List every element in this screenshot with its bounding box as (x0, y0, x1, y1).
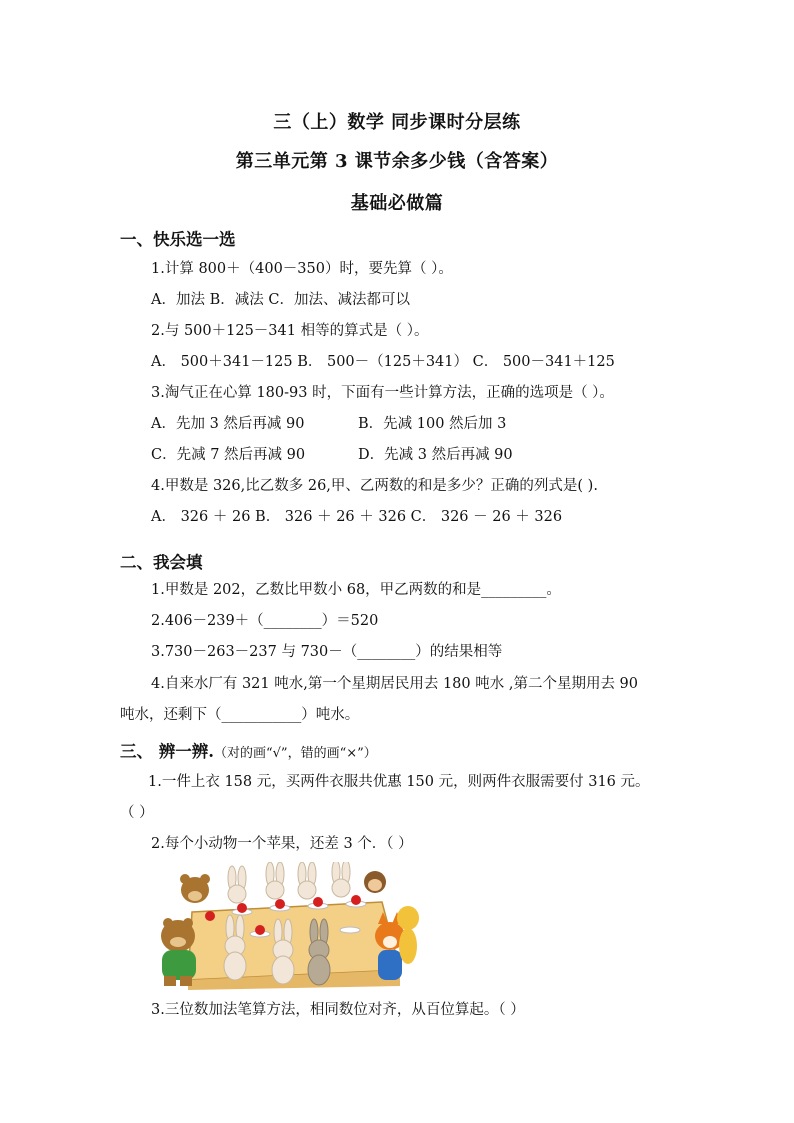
question-1-1-options: A．加法 B．减法 C．加法、减法都可以 (151, 292, 410, 308)
question-1-3-option-d: D．先减 3 然后再减 90 (358, 447, 513, 463)
question-2-4-continued: 吨水，还剩下（___________）吨水。 (120, 707, 360, 723)
question-1-3: 3.淘气正在心算 180-93 时，下面有一些计算方法，正确的选项是（ ）。 (151, 385, 614, 401)
title-line-2: 第三单元第 3 课节余多少钱（含答案） (235, 151, 559, 172)
question-2-4: 4.自来水厂有 321 吨水,第一个星期居民用去 180 吨水 ,第二个星期用去 90 (151, 676, 639, 692)
section-3-note: （对的画“√”，错的画“×”） (214, 746, 377, 761)
section-2-heading: 二、我会填 (120, 553, 203, 572)
question-1-2-options: A． 500＋341－125 B． 500－（125＋341） C． 500－341＋125 (151, 354, 615, 370)
question-1-3-option-a: A．先加 3 然后再减 90 (151, 416, 305, 432)
question-1-1: 1.计算 800＋（400－350）时，要先算（ ）。 (151, 261, 453, 277)
question-1-3-option-b: B．先减 100 然后加 3 (358, 416, 507, 432)
question-2-1: 1.甲数是 202，乙数比甲数小 68，甲乙两数的和是_________。 (151, 582, 561, 598)
question-3-1: 1.一件上衣 158 元，买两件衣服共优惠 150 元，则两件衣服需要付 316 元。 (148, 774, 650, 790)
question-3-3: 3.三位数加法笔算方法，相同数位对齐，从百位算起。（ ） (151, 1002, 525, 1018)
question-1-3-option-c: C．先减 7 然后再减 90 (151, 447, 306, 463)
question-1-2: 2.与 500＋125－341 相等的算式是（ ）。 (151, 323, 429, 339)
section-3-title: 三、 辨一辨. (120, 742, 214, 761)
question-3-1-answer: （ ） (120, 805, 154, 821)
question-1-4-options: A． 326 ＋ 26 B． 326 ＋ 26 ＋ 326 C． 326 － 26 ＋ 326 (151, 509, 563, 525)
question-2-2: 2.406－239＋（________）＝520 (151, 613, 379, 629)
section-1-heading: 一、快乐选一选 (120, 230, 236, 249)
question-2-3: 3.730－263－237 与 730－（________）的结果相等 (151, 644, 503, 660)
animals-at-table-picture (150, 862, 420, 990)
section-3-heading (120, 738, 377, 762)
question-1-4: 4.甲数是 326,比乙数多 26,甲、乙两数的和是多少？正确的列式是( ). (151, 478, 598, 494)
title-line-3: 基础必做篇 (350, 193, 444, 214)
title-line-1: 三（上）数学 同步课时分层练 (273, 112, 521, 133)
question-3-2: 2.每个小动物一个苹果，还差 3 个．（ ） (151, 836, 413, 852)
